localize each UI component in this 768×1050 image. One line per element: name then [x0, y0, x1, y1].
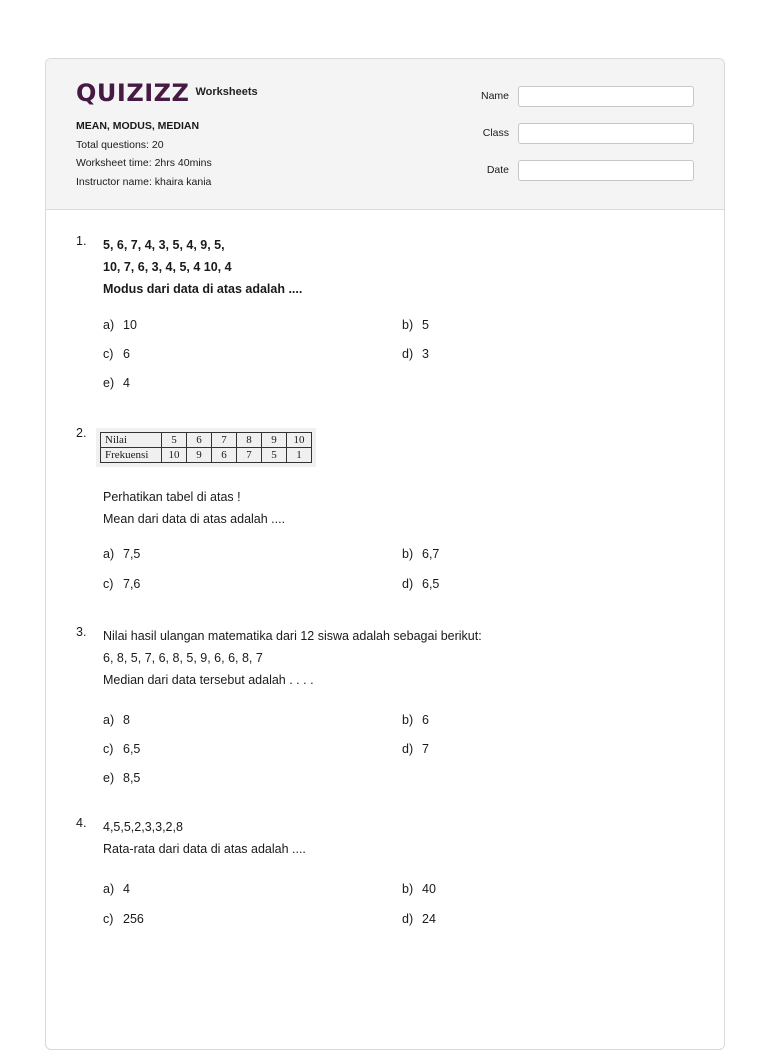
table-row: [101, 433, 312, 448]
question-line: Median dari data tersebut adalah . . . .: [103, 673, 314, 687]
question-number: 1.: [76, 234, 87, 248]
option-label: b): [402, 713, 414, 727]
question-line: Nilai hasil ulangan matematika dari 12 siswa adalah sebagai berikut:: [103, 629, 482, 643]
question-line: Perhatikan tabel di atas !: [103, 490, 241, 504]
logo-subtitle: Worksheets: [195, 86, 258, 98]
question-number: 2.: [76, 426, 87, 440]
option-text: 4: [123, 882, 130, 896]
table-cell: 5: [162, 433, 187, 448]
option-label: b): [402, 318, 414, 332]
option-a[interactable]: [103, 882, 130, 896]
name-input[interactable]: [518, 86, 694, 107]
class-label: Class: [482, 127, 509, 139]
option-text: 6,5: [123, 742, 141, 756]
question-line: 5, 6, 7, 4, 3, 5, 4, 9, 5,: [103, 238, 225, 252]
question-line: 4,5,5,2,3,3,2,8: [103, 820, 183, 834]
option-a[interactable]: [103, 318, 137, 332]
option-text: 6: [422, 713, 429, 727]
worksheet-time: Worksheet time: 2hrs 40mins: [76, 157, 212, 170]
option-text: 7,6: [123, 577, 141, 591]
option-text: 10: [123, 318, 137, 332]
option-text: 7: [422, 742, 429, 756]
table-cell: 7: [212, 433, 237, 448]
question-line: Modus dari data di atas adalah ....: [103, 282, 303, 296]
instructor-name: Instructor name: khaira kania: [76, 175, 212, 188]
table-cell: Frekuensi: [101, 448, 162, 463]
question-text: [103, 234, 693, 300]
table-cell: 6: [212, 448, 237, 463]
question-text: [103, 625, 693, 691]
option-label: a): [103, 882, 115, 896]
table-cell: 8: [237, 433, 262, 448]
option-d[interactable]: [402, 577, 439, 591]
question-line: 6, 8, 5, 7, 6, 8, 5, 9, 6, 6, 8, 7: [103, 651, 263, 665]
option-label: d): [402, 577, 414, 591]
name-label: Name: [480, 90, 509, 102]
table-cell: 1: [287, 448, 312, 463]
option-label: a): [103, 713, 115, 727]
option-label: e): [103, 771, 115, 785]
option-c[interactable]: [103, 742, 140, 756]
option-text: 6,7: [422, 547, 440, 561]
frequency-table-image: [96, 428, 316, 472]
table-cell: 9: [187, 448, 212, 463]
date-field-row: [469, 159, 694, 181]
option-label: e): [103, 376, 115, 390]
option-label: d): [402, 742, 414, 756]
option-text: 40: [422, 882, 436, 896]
table-row: [101, 448, 312, 463]
frequency-table: [100, 432, 312, 463]
option-d[interactable]: [402, 912, 436, 926]
class-input[interactable]: [518, 123, 694, 144]
option-text: 6: [123, 347, 130, 361]
table-cell: 10: [162, 448, 187, 463]
table-cell: 6: [187, 433, 212, 448]
option-label: c): [103, 577, 114, 591]
option-b[interactable]: [402, 547, 439, 561]
table-cell: 7: [237, 448, 262, 463]
total-questions: Total questions: 20: [76, 138, 164, 151]
option-e[interactable]: [103, 376, 130, 390]
class-field-row: [469, 122, 694, 144]
option-d[interactable]: [402, 742, 429, 756]
option-b[interactable]: [402, 882, 436, 896]
option-b[interactable]: [402, 713, 429, 727]
option-text: 7,5: [123, 547, 141, 561]
date-input[interactable]: [518, 160, 694, 181]
option-label: c): [103, 912, 114, 926]
option-text: 8: [123, 713, 130, 727]
option-label: c): [103, 742, 114, 756]
option-label: d): [402, 347, 414, 361]
question-number: 4.: [76, 816, 87, 830]
option-text: 256: [123, 912, 144, 926]
option-e[interactable]: [103, 771, 140, 785]
table-cell: 5: [262, 448, 287, 463]
worksheet-meta: [76, 117, 212, 191]
date-label: Date: [486, 164, 509, 176]
option-c[interactable]: [103, 347, 130, 361]
option-label: d): [402, 912, 414, 926]
option-c[interactable]: [103, 912, 144, 926]
table-cell: 9: [262, 433, 287, 448]
option-label: b): [402, 547, 414, 561]
question-text: [103, 486, 693, 530]
question-line: Mean dari data di atas adalah ....: [103, 512, 286, 526]
worksheet-header: [46, 59, 724, 210]
option-d[interactable]: [402, 347, 429, 361]
logo-text: QUIZIZZ: [76, 79, 190, 107]
table-cell: Nilai: [101, 433, 162, 448]
option-text: 6,5: [422, 577, 440, 591]
option-label: b): [402, 882, 414, 896]
worksheet-page: [45, 58, 725, 1050]
option-label: a): [103, 547, 115, 561]
question-line: Rata-rata dari data di atas adalah ....: [103, 842, 306, 856]
question-text: [103, 816, 693, 860]
question-number: 3.: [76, 625, 87, 639]
quizizz-logo: [76, 79, 258, 107]
student-fields: [469, 85, 694, 196]
question-line: 10, 7, 6, 3, 4, 5, 4 10, 4: [103, 260, 232, 274]
option-text: 5: [422, 318, 429, 332]
option-text: 3: [422, 347, 429, 361]
option-text: 24: [422, 912, 436, 926]
option-a[interactable]: [103, 713, 130, 727]
option-a[interactable]: [103, 547, 140, 561]
option-text: 8,5: [123, 771, 141, 785]
option-text: 4: [123, 376, 130, 390]
option-c[interactable]: [103, 577, 140, 591]
option-label: a): [103, 318, 115, 332]
option-b[interactable]: [402, 318, 429, 332]
table-cell: 10: [287, 433, 312, 448]
name-field-row: [469, 85, 694, 107]
option-label: c): [103, 347, 114, 361]
worksheet-title: MEAN, MODUS, MEDIAN: [76, 120, 200, 132]
